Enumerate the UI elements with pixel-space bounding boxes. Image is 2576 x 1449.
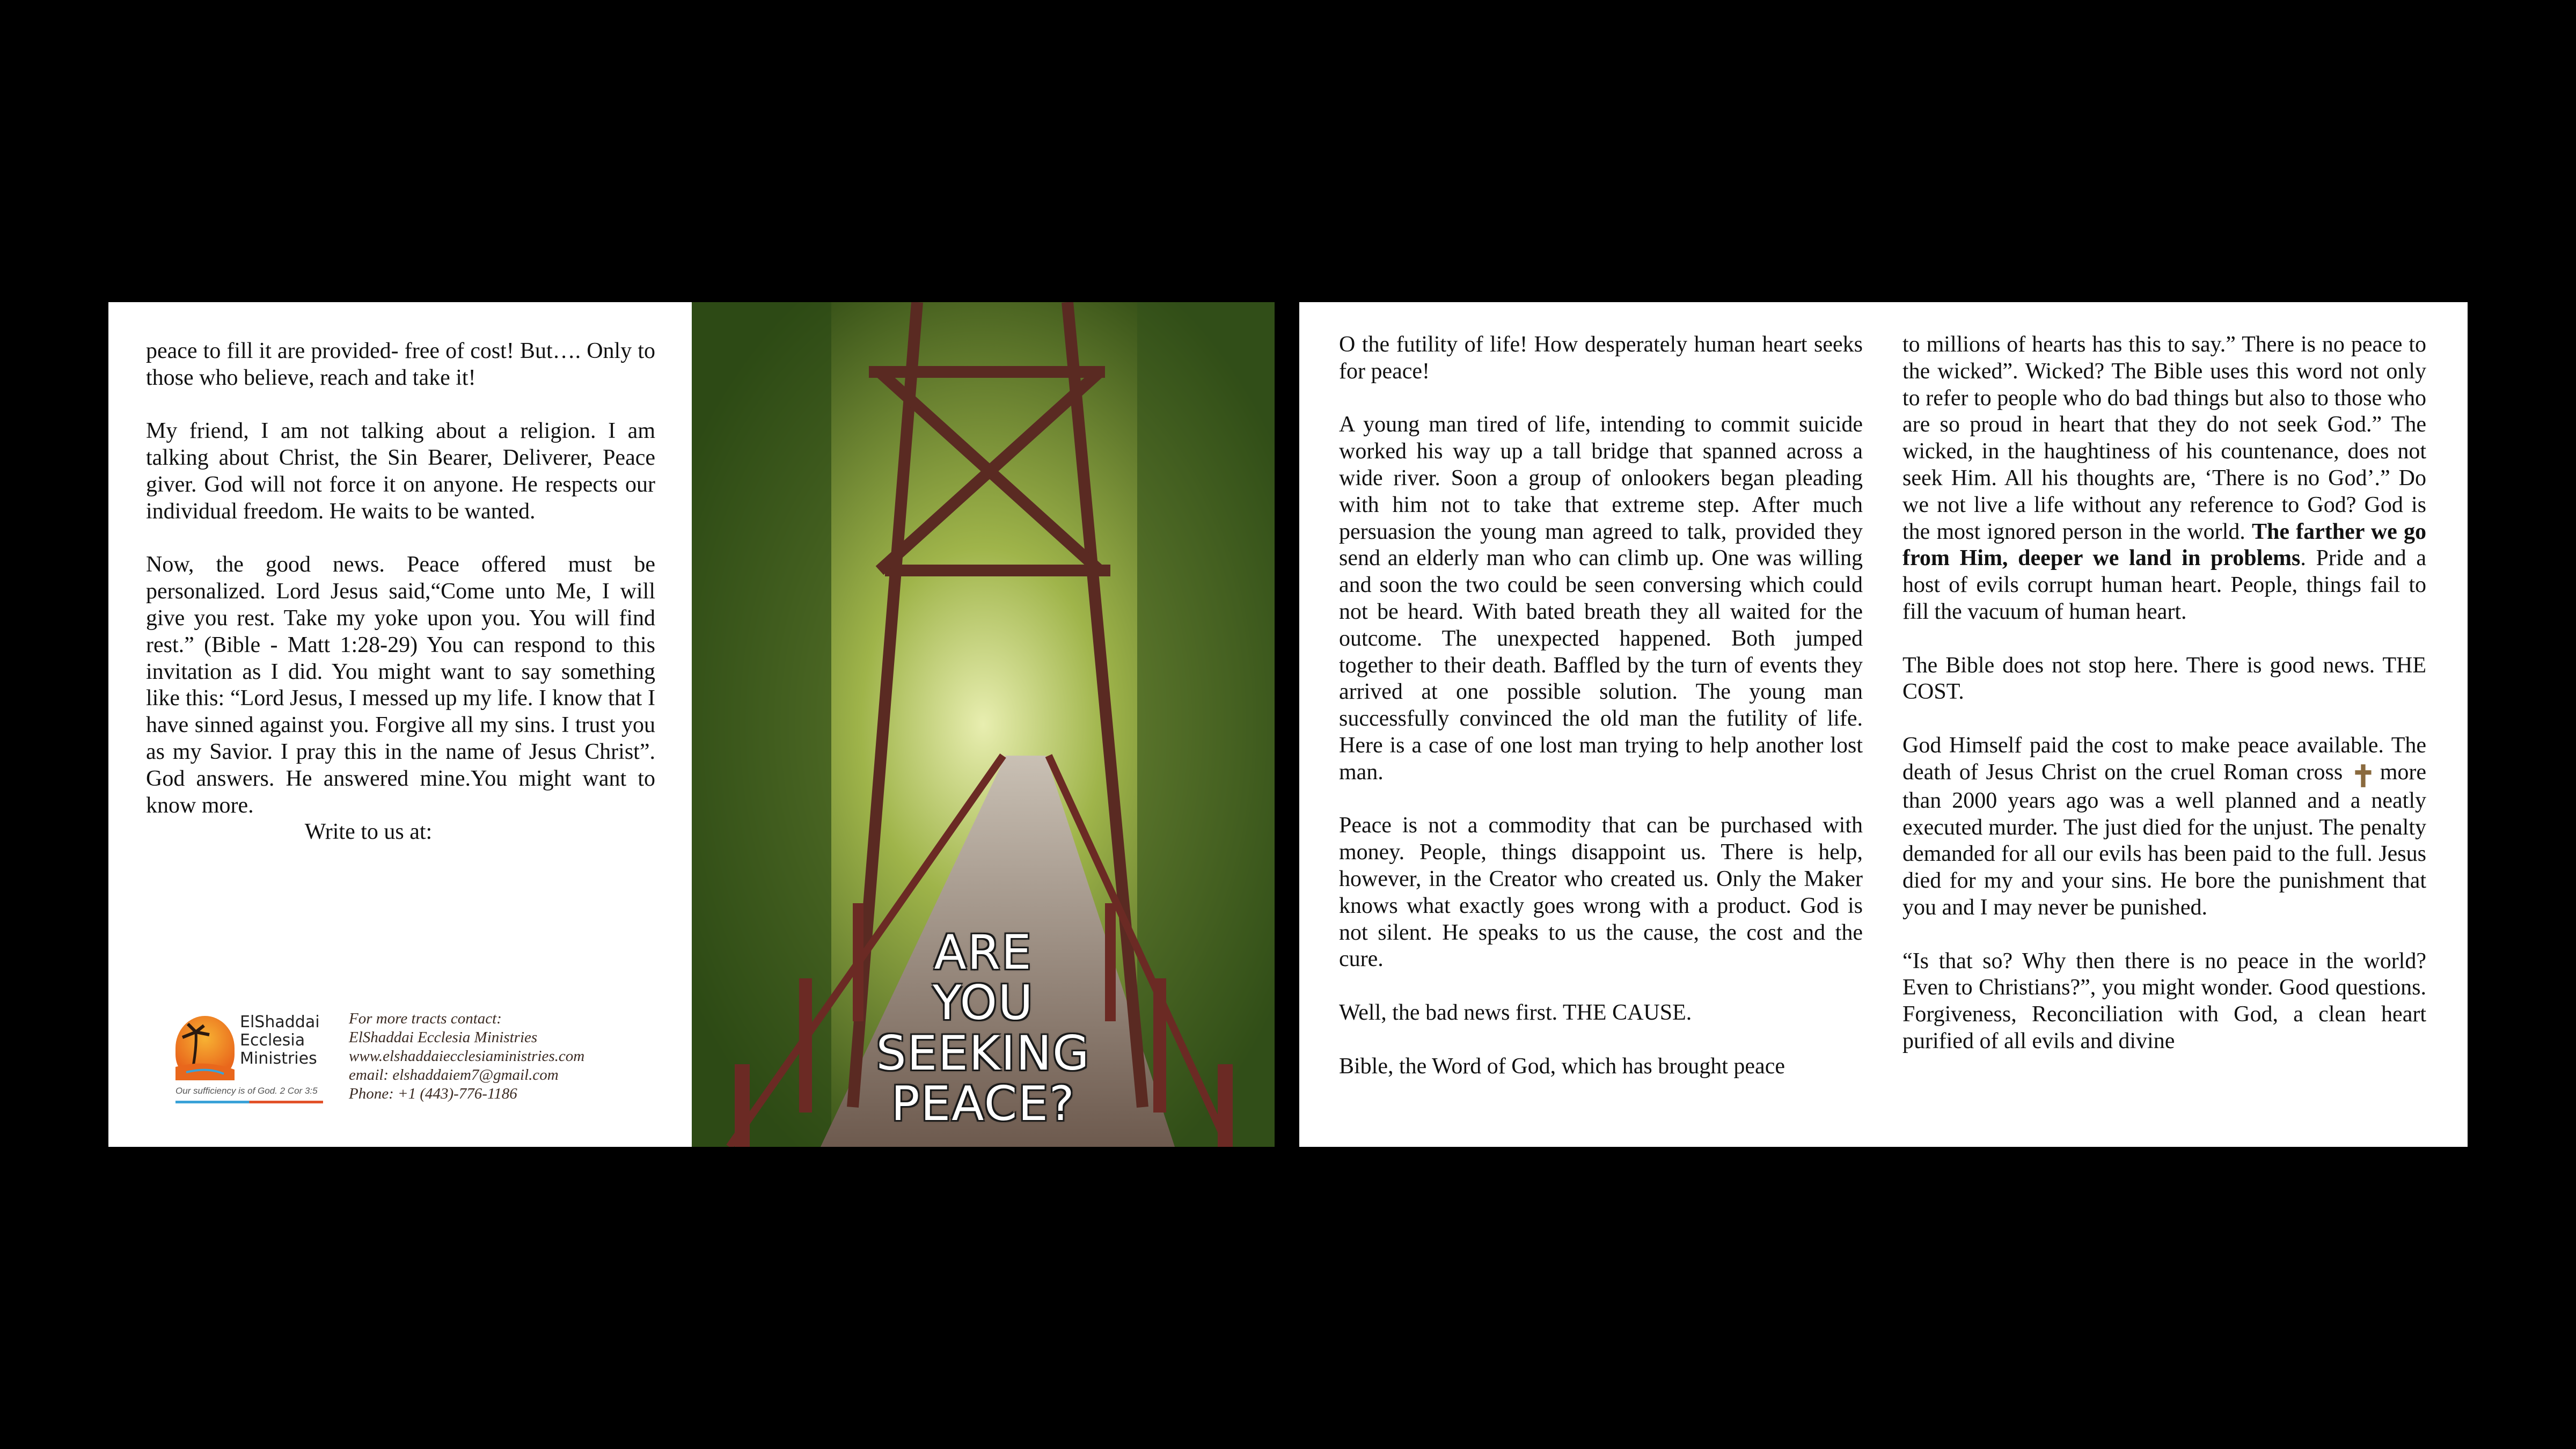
- inside-panel: [1299, 302, 2468, 1147]
- title-line: ARE: [934, 925, 1033, 980]
- back-panel: [108, 302, 692, 1147]
- ministry-logo: [175, 1005, 331, 1113]
- contact-info: [349, 1009, 584, 1103]
- logo-line: Ecclesia: [240, 1031, 305, 1050]
- write-to-us-label: Write to us at:: [304, 819, 433, 845]
- paragraph: Bible, the Word of God, which has brought peace: [1339, 1053, 1785, 1079]
- contact-heading: For more tracts contact:: [349, 1010, 502, 1027]
- logo-line: ElShaddai: [240, 1013, 320, 1031]
- logo-line: Ministries: [240, 1049, 317, 1068]
- title-line: YOU: [932, 975, 1034, 1030]
- paragraph: Peace is not a commodity that can be purchased with money. People, things disappoint us. There is help, however, in the Creator who created us. Only the Maker knows what exactly goes wrong with a product. God is not silent. He speaks to us the cause, the cost and the cure.: [1339, 813, 1863, 972]
- palm-sun-logo-icon: [175, 1016, 235, 1080]
- contact-phone: Phone: +1 (443)-776-1186: [349, 1085, 517, 1102]
- text-span: to millions of hearts has this to say.” There is no peace to the wicked”. Wicked? The Bible uses this word not only to refer to people who do bad things but also to those who are so proud in heart that they do not seek God.” The wicked, in the haughtiness of his countenance, does not seek Him. All his thoughts are, ‘There is no God’.” Do we not live a life without any reference to God? God is the most ignored person in the world.: [1902, 332, 2426, 544]
- bold-emphasis: The farther we go from Him, deeper we land in problems: [1902, 519, 2427, 571]
- text-span: . Pride and a host of evils corrupt human heart. People, things fail to fill the vacuum of human heart.: [1902, 546, 2426, 624]
- back-panel-text: [146, 338, 655, 873]
- paragraph: A young man tired of life, intending to commit suicide worked his way up a tall bridge that spanned across a wide river. Soon a group of onlookers began pleading with him not to take that extreme step. After much persuasion the young man agreed to talk, provided they send an elderly man who can climb up. One was willing and soon the two could be seen conversing which could not be heard. With bated breath they all waited for the outcome. The unexpected happened. Both jumped together to their death. Baffled by the turn of events they arrived at one possible solution. The young man successfully convinced the old man the futility of life. Here is a case of one lost man trying to help another lost man.: [1339, 412, 1863, 785]
- contact-org: ElShaddai Ecclesia Ministries: [349, 1029, 538, 1046]
- paragraph: [1902, 332, 2426, 626]
- paragraph: “Is that so? Why then there is no peace in the world? Even to Christians?”, you might wonder. Good questions. Forgiveness, Reconciliation with God, a clean heart purified of all evils and divine: [1902, 948, 2426, 1053]
- text-span: God Himself paid the cost to make peace available. The death of Jesus Christ on the cruel Roman cross: [1902, 733, 2426, 785]
- cover-title: [692, 927, 1275, 1129]
- contact-email: email: elshaddaiem7@gmail.com: [349, 1066, 559, 1084]
- paragraph: Well, the bad news first. THE CAUSE.: [1339, 1000, 1692, 1025]
- paragraph: The Bible does not stop here. There is good news. THE COST.: [1902, 653, 2426, 705]
- title-line: SEEKING: [876, 1026, 1091, 1081]
- cover-photo: [692, 302, 1275, 1147]
- logo-underline: [175, 1101, 323, 1103]
- paragraph: O the futility of life! How desperately human heart seeks for peace!: [1339, 332, 1863, 384]
- cross-icon: ✝: [2350, 760, 2376, 794]
- logo-name: [240, 1013, 320, 1068]
- title-line: PEACE?: [891, 1076, 1075, 1131]
- paragraph: peace to fill it are provided- free of cost! But…. Only to those who believe, reach and take it!: [146, 339, 655, 390]
- text-span: more than 2000 years ago was a well planned and a neatly executed murder. The just died for the unjust. The penalty demanded for all our evils has been paid to the full. Jesus died for my and your sins. He bore the punishment that you and I may never be punished.: [1902, 759, 2427, 920]
- paragraph: My friend, I am not talking about a religion. I am talking about Christ, the Sin Bearer, Deliverer, Peace giver. God will not force it on anyone. He respects our individual freedom. He waits to be wanted.: [146, 419, 655, 524]
- inside-column-2: [1902, 332, 2426, 1082]
- inside-column-1: [1339, 332, 1863, 1107]
- paragraph: [1902, 733, 2426, 921]
- contact-website: www.elshaddaiecclesiaministries.com: [349, 1048, 585, 1065]
- logo-tagline: Our sufficiency is of God. 2 Cor 3:5: [175, 1086, 318, 1096]
- paragraph: Now, the good news. Peace offered must be personalized. Lord Jesus said,“Come unto Me, I will give you rest. Take my yoke upon you. You will find rest.” (Bible - Matt 1:28-29) You can respond to this invitation as I did. You might want to say something like this: “Lord Jesus, I messed up my life. I know that I have sinned against you. Forgive all my sins. I trust you as my Savior. I pray this in the name of Jesus Christ”. God answers. He answered mine.You might want to know more.: [146, 552, 655, 818]
